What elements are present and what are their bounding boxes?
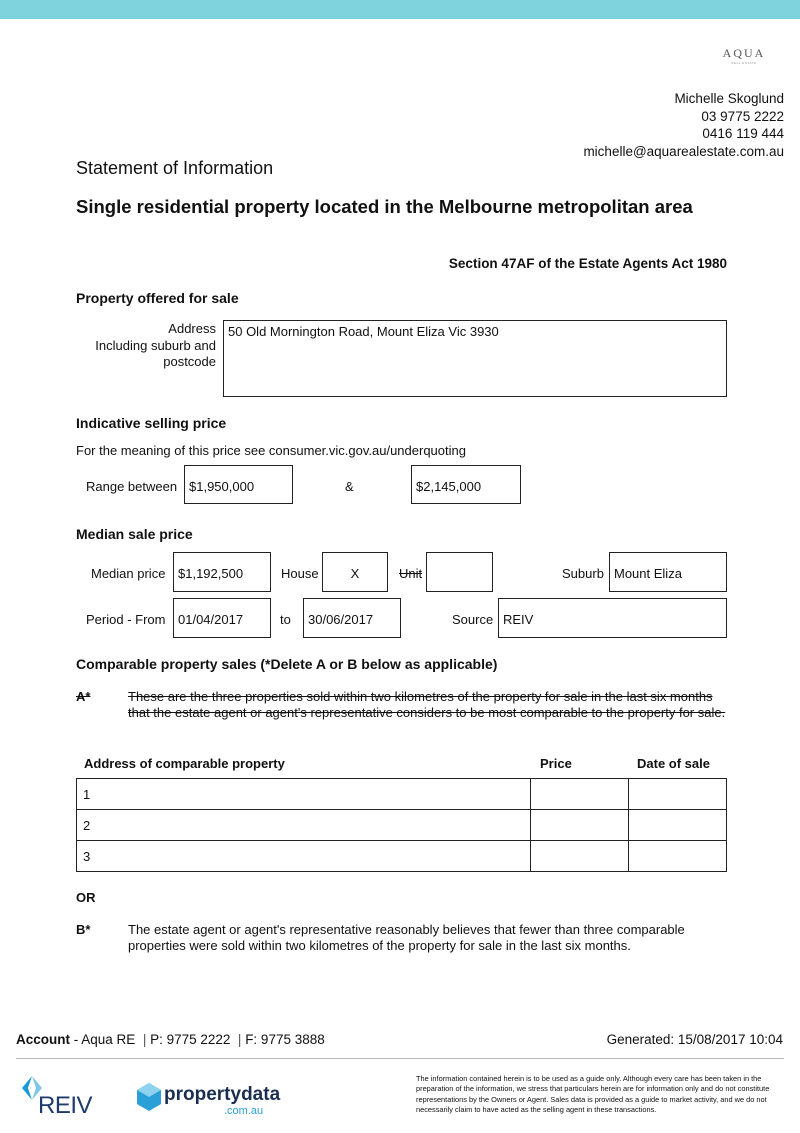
row-date-cell[interactable]: [629, 841, 727, 872]
reiv-logo: [18, 1074, 98, 1118]
footer-fax: F: 9775 3888: [245, 1032, 325, 1047]
row-date-cell[interactable]: [629, 779, 727, 810]
period-to-label: to: [280, 612, 291, 627]
suburb-field[interactable]: Mount Eliza: [609, 552, 727, 592]
option-a-label: A*: [76, 689, 91, 704]
row-price-cell[interactable]: [531, 810, 629, 841]
source-label: Source: [452, 612, 494, 627]
property-heading: Property offered for sale: [76, 290, 239, 306]
aqua-logo-tag: REAL ESTATE: [731, 61, 757, 65]
agent-contact: [583, 90, 784, 160]
or-label: OR: [76, 890, 96, 905]
price-low-field[interactable]: $1,950,000: [184, 465, 293, 504]
period-from-label: Period - From: [86, 612, 166, 627]
act-reference: Section 47AF of the Estate Agents Act 1980: [448, 256, 727, 271]
top-banner: [0, 0, 800, 19]
option-b-text: The estate agent or agent's representative reasonably believes that fewer than three comparable properties were sold within two kilometres of the property for sale in the last six months.: [128, 922, 685, 953]
underquoting-note: For the meaning of this price see consumer.vic.gov.au/underquoting: [76, 443, 466, 458]
propertydata-logo: [136, 1080, 286, 1120]
median-price-label: Median price: [91, 566, 166, 581]
period-from-field[interactable]: 01/04/2017: [173, 598, 271, 638]
range-label: Range between: [86, 479, 178, 494]
median-price-field[interactable]: $1,192,500: [173, 552, 271, 592]
address-field[interactable]: 50 Old Mornington Road, Mount Eliza Vic 3930: [223, 320, 727, 397]
row-price-cell[interactable]: [531, 779, 629, 810]
reiv-logo-text: REIV: [38, 1092, 93, 1119]
agent-mobile: 0416 119 444: [702, 126, 784, 141]
source-field[interactable]: REIV: [498, 598, 727, 638]
suburb-label: Suburb: [562, 566, 604, 581]
propertydata-logo-suffix: .com.au: [224, 1105, 264, 1117]
aqua-logo-word: AQUA: [722, 46, 766, 60]
row-date-cell[interactable]: [629, 810, 727, 841]
indicative-heading: Indicative selling price: [76, 415, 227, 431]
col-price-header: Price: [540, 756, 572, 771]
table-row: [77, 779, 727, 810]
footer-account: Account - Aqua RE | P: 9775 2222 | F: 9775 3888: [16, 1032, 325, 1047]
unit-label: Unit: [399, 566, 423, 581]
propertydata-logo-text: propertydata: [164, 1084, 281, 1105]
house-field[interactable]: X: [322, 552, 388, 592]
option-b-label: B*: [76, 922, 91, 937]
row-price-cell[interactable]: [531, 841, 629, 872]
period-to-field[interactable]: 30/06/2017: [303, 598, 401, 638]
disclaimer-text: The information contained herein is to be used as a guide only. Although every care has been taken in the preparation of the information, we stress that particulars herein are for information only and do not constitute representations by the Owners or Agent. Sales data is provided as a guide to market activity, and we do not necessarily claim to have acted as the selling agent in these transactions.: [416, 1074, 770, 1114]
median-heading: Median sale price: [76, 526, 193, 542]
col-date-header: Date of sale: [637, 756, 710, 771]
agent-email[interactable]: michelle@aquarealestate.com.au: [583, 143, 784, 159]
agent-name: Michelle Skoglund: [674, 91, 784, 106]
footer-phone: P: 9775 2222: [150, 1032, 231, 1047]
footer-divider: [16, 1058, 784, 1059]
comparable-heading: Comparable property sales (*Delete A or B below as applicable): [76, 656, 498, 672]
propertydata-hex-icon: [136, 1082, 162, 1112]
address-label: [95, 321, 216, 371]
agent-phone: 03 9775 2222: [701, 108, 784, 124]
comparable-table: [76, 778, 727, 872]
document-title: Statement of Information: [76, 158, 274, 178]
row-address-cell[interactable]: 2: [77, 810, 531, 841]
unit-field[interactable]: [426, 552, 493, 592]
option-a-text: These are the three properties sold within two kilometres of the property for sale in the last six months that the estate agent or agent's representative considers to be most comparable to the property for sale.: [128, 689, 726, 720]
aqua-logo: [716, 46, 772, 68]
generated-timestamp: Generated: 15/08/2017 10:04: [606, 1032, 783, 1047]
document-subtitle: Single residential property located in the Melbourne metropolitan area: [76, 196, 693, 217]
address-label-line-3: postcode: [163, 354, 216, 369]
table-row: [77, 810, 727, 841]
address-label-line-2: Including suburb and: [95, 337, 216, 353]
and-label: &: [345, 479, 354, 494]
account-value: - Aqua RE: [70, 1032, 136, 1047]
col-address-header: Address of comparable property: [84, 756, 285, 771]
row-address-cell[interactable]: 1: [77, 779, 531, 810]
row-address-cell[interactable]: 3: [77, 841, 531, 872]
house-label: House: [281, 566, 319, 581]
table-row: [77, 841, 727, 872]
price-high-field[interactable]: $2,145,000: [411, 465, 521, 504]
account-label: Account: [16, 1032, 70, 1047]
address-label-line-1: Address: [168, 321, 216, 336]
